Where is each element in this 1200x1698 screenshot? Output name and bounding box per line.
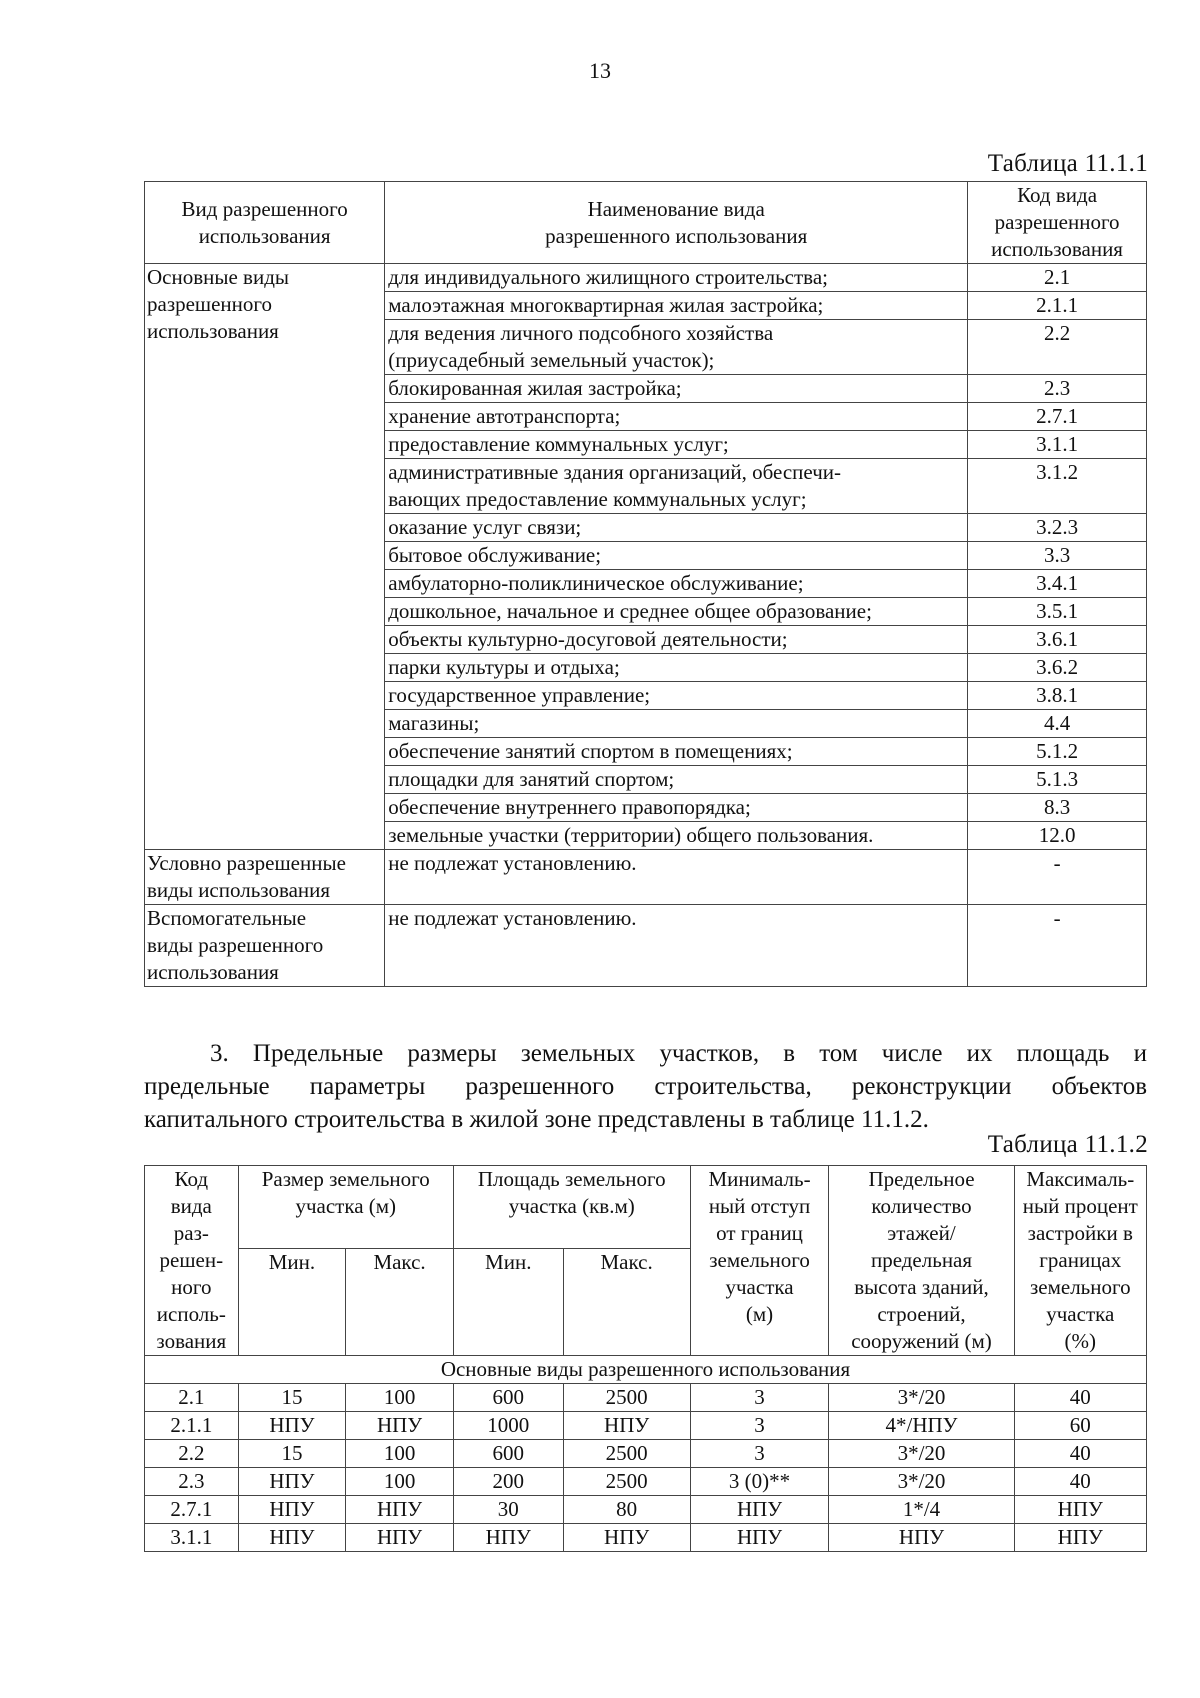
use-code-cell: 2.1.1 bbox=[968, 292, 1147, 320]
use-name-cell: объекты культурно-досуговой деятельности; bbox=[385, 626, 968, 654]
header-cell: Вид разрешенного использования bbox=[145, 182, 385, 264]
table-cell: 4*/НПУ bbox=[829, 1412, 1014, 1440]
table-cell: 2500 bbox=[563, 1468, 690, 1496]
category-cell: Вспомогательные виды разрешенного использования bbox=[145, 905, 385, 987]
table-cell: НПУ bbox=[829, 1524, 1014, 1552]
table-cell: 100 bbox=[346, 1440, 454, 1468]
table-caption: Таблица 11.1.1 bbox=[987, 150, 1148, 177]
use-code-cell: 3.1.2 bbox=[968, 459, 1147, 514]
use-code-cell: 3.5.1 bbox=[968, 598, 1147, 626]
use-code-cell: - bbox=[968, 905, 1147, 987]
table-cell: 200 bbox=[453, 1468, 563, 1496]
table-cell: 3*/20 bbox=[829, 1384, 1014, 1412]
use-name-cell: оказание услуг связи; bbox=[385, 514, 968, 542]
table-row bbox=[145, 1496, 1147, 1524]
use-code-cell: 2.7.1 bbox=[968, 403, 1147, 431]
header-cell: Размер земельного участка (м) bbox=[238, 1166, 453, 1249]
use-code-cell: 8.3 bbox=[968, 794, 1147, 822]
use-name-cell: дошкольное, начальное и среднее общее образование; bbox=[385, 598, 968, 626]
permitted-use-table bbox=[144, 181, 1147, 987]
table-row bbox=[145, 1440, 1147, 1468]
table-row bbox=[145, 264, 1147, 292]
table-row bbox=[145, 905, 1147, 987]
header-cell: Максималь- ный процент застройки в границах земельного участка (%) bbox=[1014, 1166, 1146, 1356]
table-caption: Таблица 11.1.2 bbox=[987, 1131, 1148, 1158]
table-cell: 3*/20 bbox=[829, 1440, 1014, 1468]
use-name-cell: обеспечение внутреннего правопорядка; bbox=[385, 794, 968, 822]
header-cell: Предельное количество этажей/ предельная высота зданий, строений, сооружений (м) bbox=[829, 1166, 1014, 1356]
table-cell: 2.1 bbox=[145, 1384, 239, 1412]
table-cell: 2.2 bbox=[145, 1440, 239, 1468]
table-cell: 2500 bbox=[563, 1440, 690, 1468]
table-cell: 80 bbox=[563, 1496, 690, 1524]
table-cell: НПУ bbox=[346, 1496, 454, 1524]
use-code-cell: 2.2 bbox=[968, 320, 1147, 375]
use-name-cell: магазины; bbox=[385, 710, 968, 738]
use-code-cell: 3.8.1 bbox=[968, 682, 1147, 710]
table-cell: НПУ bbox=[453, 1524, 563, 1552]
table-row bbox=[145, 850, 1147, 905]
use-code-cell: 3.4.1 bbox=[968, 570, 1147, 598]
header-cell: Мин. bbox=[238, 1249, 346, 1356]
table-cell: 3 (0)** bbox=[690, 1468, 829, 1496]
use-name-cell: парки культуры и отдыха; bbox=[385, 654, 968, 682]
paragraph-line: предельные параметры разрешенного строительства, реконструкции объектов bbox=[144, 1073, 1147, 1100]
use-name-cell: блокированная жилая застройка; bbox=[385, 375, 968, 403]
table-cell: 3 bbox=[690, 1412, 829, 1440]
table-cell: 3.1.1 bbox=[145, 1524, 239, 1552]
table-cell: НПУ bbox=[690, 1496, 829, 1524]
use-name-cell: амбулаторно-поликлиническое обслуживание; bbox=[385, 570, 968, 598]
use-name-cell: предоставление коммунальных услуг; bbox=[385, 431, 968, 459]
use-code-cell: - bbox=[968, 850, 1147, 905]
table-cell: 15 bbox=[238, 1384, 346, 1412]
category-cell: Условно разрешенные виды использования bbox=[145, 850, 385, 905]
table-cell: НПУ bbox=[238, 1468, 346, 1496]
table-row bbox=[145, 1384, 1147, 1412]
use-code-cell: 5.1.2 bbox=[968, 738, 1147, 766]
table-cell: 100 bbox=[346, 1468, 454, 1496]
use-code-cell: 4.4 bbox=[968, 710, 1147, 738]
use-code-cell: 3.6.2 bbox=[968, 654, 1147, 682]
use-name-cell: для индивидуального жилищного строительства; bbox=[385, 264, 968, 292]
use-code-cell: 3.2.3 bbox=[968, 514, 1147, 542]
page-number: 13 bbox=[589, 58, 611, 83]
table-cell: 2500 bbox=[563, 1384, 690, 1412]
table-cell: 3 bbox=[690, 1384, 829, 1412]
use-code-cell: 3.3 bbox=[968, 542, 1147, 570]
table-cell: 2.7.1 bbox=[145, 1496, 239, 1524]
table-cell: НПУ bbox=[346, 1524, 454, 1552]
table-cell: 60 bbox=[1014, 1412, 1146, 1440]
table-cell: НПУ bbox=[346, 1412, 454, 1440]
table-header-row bbox=[145, 1166, 1147, 1249]
table-cell: 40 bbox=[1014, 1440, 1146, 1468]
use-name-cell: малоэтажная многоквартирная жилая застройка; bbox=[385, 292, 968, 320]
use-name-cell: государственное управление; bbox=[385, 682, 968, 710]
table-row bbox=[145, 1524, 1147, 1552]
use-name-cell: бытовое обслуживание; bbox=[385, 542, 968, 570]
use-code-cell: 3.1.1 bbox=[968, 431, 1147, 459]
table-cell: 600 bbox=[453, 1440, 563, 1468]
use-code-cell: 3.6.1 bbox=[968, 626, 1147, 654]
table-cell: НПУ bbox=[690, 1524, 829, 1552]
table-cell: 1*/4 bbox=[829, 1496, 1014, 1524]
use-name-cell: не подлежат установлению. bbox=[385, 850, 968, 905]
land-parameters-table bbox=[144, 1165, 1147, 1552]
table-header-row bbox=[145, 182, 1147, 264]
use-name-cell: земельные участки (территории) общего пользования. bbox=[385, 822, 968, 850]
table-cell: 40 bbox=[1014, 1468, 1146, 1496]
use-code-cell: 5.1.3 bbox=[968, 766, 1147, 794]
paragraph-line: капитального строительства в жилой зоне представлены в таблице 11.1.2. bbox=[144, 1106, 929, 1133]
section-title: Основные виды разрешенного использования bbox=[145, 1356, 1147, 1384]
header-cell: Код вида разрешенного использования bbox=[968, 182, 1147, 264]
section-row bbox=[145, 1356, 1147, 1384]
table-cell: 100 bbox=[346, 1384, 454, 1412]
table-cell: 1000 bbox=[453, 1412, 563, 1440]
table-cell: НПУ bbox=[238, 1412, 346, 1440]
category-cell: Основные виды разрешенного использования bbox=[145, 264, 385, 850]
table-cell: 3*/20 bbox=[829, 1468, 1014, 1496]
use-name-cell: для ведения личного подсобного хозяйства (приусадебный земельный участок); bbox=[385, 320, 968, 375]
header-cell: Макс. bbox=[563, 1249, 690, 1356]
use-code-cell: 2.1 bbox=[968, 264, 1147, 292]
table-cell: 600 bbox=[453, 1384, 563, 1412]
table-cell: 40 bbox=[1014, 1384, 1146, 1412]
table-cell: 30 bbox=[453, 1496, 563, 1524]
table-cell: НПУ bbox=[1014, 1496, 1146, 1524]
use-code-cell: 2.3 bbox=[968, 375, 1147, 403]
table-cell: 2.3 bbox=[145, 1468, 239, 1496]
use-name-cell: обеспечение занятий спортом в помещениях; bbox=[385, 738, 968, 766]
table-row bbox=[145, 1468, 1147, 1496]
header-cell: Наименование вида разрешенного использования bbox=[385, 182, 968, 264]
header-cell: Площадь земельного участка (кв.м) bbox=[453, 1166, 690, 1249]
header-cell: Минималь- ный отступ от границ земельного участка (м) bbox=[690, 1166, 829, 1356]
table-cell: НПУ bbox=[563, 1412, 690, 1440]
use-name-cell: хранение автотранспорта; bbox=[385, 403, 968, 431]
table-cell: 15 bbox=[238, 1440, 346, 1468]
table-cell: 2.1.1 bbox=[145, 1412, 239, 1440]
use-name-cell: площадки для занятий спортом; bbox=[385, 766, 968, 794]
header-cell: Макс. bbox=[346, 1249, 454, 1356]
header-cell: Код вида раз- решен- ного исполь- зования bbox=[145, 1166, 239, 1356]
use-name-cell: административные здания организаций, обеспечи- вающих предоставление коммунальных услуг; bbox=[385, 459, 968, 514]
use-name-cell: не подлежат установлению. bbox=[385, 905, 968, 987]
table-cell: НПУ bbox=[563, 1524, 690, 1552]
table-row bbox=[145, 1412, 1147, 1440]
use-code-cell: 12.0 bbox=[968, 822, 1147, 850]
header-cell: Мин. bbox=[453, 1249, 563, 1356]
paragraph-line: 3. Предельные размеры земельных участков, в том числе их площадь и bbox=[210, 1040, 1147, 1067]
table-cell: 3 bbox=[690, 1440, 829, 1468]
table-cell: НПУ bbox=[238, 1496, 346, 1524]
body-paragraph bbox=[144, 1037, 1147, 1136]
table-cell: НПУ bbox=[1014, 1524, 1146, 1552]
table-cell: НПУ bbox=[238, 1524, 346, 1552]
